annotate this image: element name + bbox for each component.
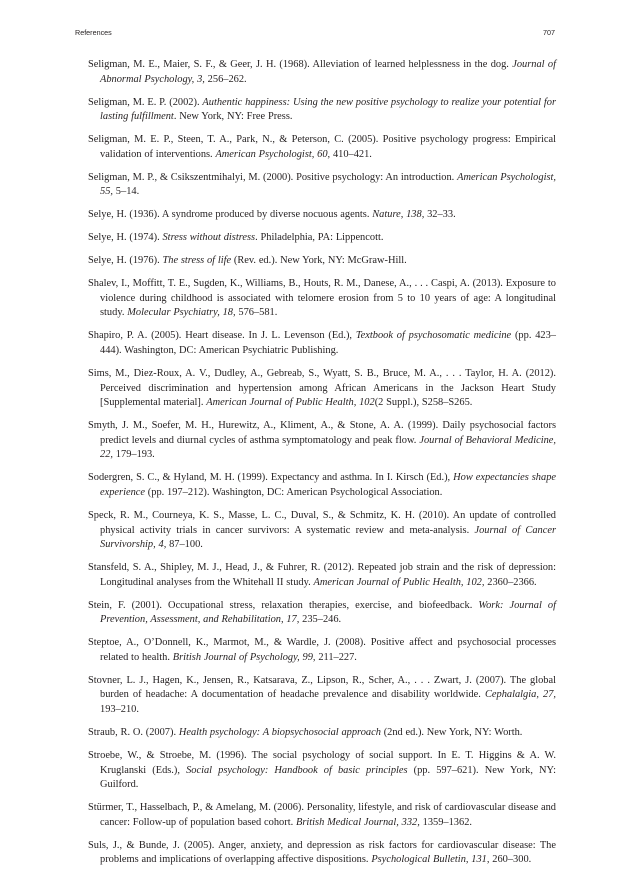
reference-text: (2nd ed.). New York, NY: Worth. [380,727,523,739]
reference-text: 235–246. [299,614,342,626]
reference-text: 211–227. [315,651,357,663]
reference-text: 32–33. [424,209,456,221]
running-head [75,27,555,39]
reference-text: Steptoe, A., O’Donnell, K., Marmot, M., & Wardle, J. (2008). Positive affect and psychosocial processes related to health. [88,637,556,663]
reference-entry [88,801,556,830]
reference-source: Journal of Abnormal Psychology, 3, [100,59,556,85]
reference-text: 576–581. [235,307,278,319]
reference-entry [88,509,556,553]
reference-source: Textbook of psychosomatic medicine [355,330,512,342]
reference-text: 87–100. [166,539,203,551]
reference-text: Stroebe, W., & Stroebe, M. (1996). The social psychology of social support. In E. T. Higgins & A. W. Kruglanski (Eds.), [88,750,556,776]
reference-entry [88,561,556,590]
reference-source: Journal of Behavioral Medicine, 22, [100,434,556,461]
reference-entry [88,58,556,87]
reference-entry [88,674,556,718]
reference-text: 5–14. [113,186,140,198]
reference-source: Work: Journal of Prevention, Assessment, and Rehabilitation, 17, [100,599,556,626]
reference-source: How expectancies shape experience [100,472,556,498]
reference-text: Seligman, M. E. P. (2002). [88,96,203,108]
reference-text: 193–210. [100,704,139,716]
reference-list [88,58,556,876]
reference-text: (pp. 197–212). Washington, DC: American Psychological Association. [145,486,443,498]
page-number: 707 [543,28,555,37]
reference-text: Seligman, M. P., & Csikszentmihalyi, M. (2000). Positive psychology: An introduction. [88,171,458,183]
reference-text: Shalev, I., Moffitt, T. E., Sugden, K., Williams, B., Houts, R. M., Danese, A., . . . Caspi, A. (2013). Exposure to violence during childhood is associated with telomere erosion from 5 to 10 years of age: A longitudinal study. [88,278,556,319]
reference-entry [88,208,556,223]
reference-entry [88,471,556,500]
reference-text: Smyth, J. M., Soefer, M. H., Hurewitz, A., Kliment, A., & Stone, A. A. (1999). Daily psychosocial factors predict levels and diurnal cycles of asthma symptomatology and peak flow. [88,420,556,446]
reference-text: . New York, NY: Free Press. [173,111,293,123]
reference-source: Cephalalgia, 27, [484,689,556,701]
section-title: References [75,28,112,37]
reference-entry [88,133,556,162]
reference-text: Suls, J., & Bunde, J. (2005). Anger, anxiety, and depression as risk factors for cardiovascular disease: The problems and implications of overlapping affective dispositions. [88,839,556,866]
reference-entry [88,96,556,125]
reference-entry [88,277,556,321]
reference-entry [88,726,556,741]
reference-text: Stovner, L. J., Hagen, K., Jensen, R., Katsarava, Z., Lipson, R., Scher, A., . . . Zwart, J. (2007). The global burden of headache: A documentation of headache prevalence and disability worldwide. [88,674,556,701]
reference-text: 256–262. [204,73,247,85]
reference-source: Nature, 138, [372,209,425,221]
reference-text: (pp. 597–621). New York, NY: Guilford. [100,764,556,791]
reference-text: 410–421. [330,148,372,160]
reference-entry [88,599,556,628]
reference-source: British Medical Journal, 332, [295,816,420,828]
reference-source: American Psychologist, 60, [215,148,331,160]
reference-source: The stress of life [162,255,232,267]
reference-entry [88,231,556,246]
reference-text: 260–300. [489,854,532,866]
reference-entry [88,171,556,200]
reference-source: Journal of Cancer Survivorship, 4, [100,524,556,551]
reference-source: Stress without distress [162,232,256,244]
reference-source: Health psychology: A biopsychosocial approach [178,727,381,739]
reference-text: Seligman, M. E., Maier, S. F., & Geer, J. H. (1968). Alleviation of learned helplessness in the dog. [88,59,513,70]
reference-source: Molecular Psychiatry, 18, [127,307,236,319]
reference-text: 179–193. [113,449,155,461]
reference-source: Social psychology: Handbook of basic principles [186,764,408,776]
reference-text: Selye, H. (1936). A syndrome produced by diverse nocuous agents. [88,209,373,221]
reference-entry [88,419,556,463]
reference-text: Shapiro, P. A. (2005). Heart disease. In J. L. Levenson (Ed.), [88,330,356,342]
reference-entry [88,329,556,358]
reference-source: American Psychologist, 55, [100,171,556,198]
reference-text: (Rev. ed.). New York, NY: McGraw-Hill. [231,255,407,267]
reference-source: British Journal of Psychology, 99, [172,651,316,663]
reference-entry [88,367,556,411]
reference-text: . Philadelphia, PA: Lippencott. [255,232,384,244]
reference-text: Speck, R. M., Courneya, K. S., Masse, L. C., Duval, S., & Schmitz, K. H. (2010). An update of controlled physical activity trials in cancer survivors: A systematic review and meta-analysis. [88,509,556,536]
reference-text: Selye, H. (1974). [88,232,163,244]
reference-text: 1359–1362. [419,816,472,828]
reference-source: Psychological Bulletin, 131, [371,854,490,866]
reference-text: (pp. 423–444). Washington, DC: American Psychiatric Publishing. [100,330,557,357]
reference-entry [88,636,556,665]
reference-entry [88,749,556,793]
reference-text: Stansfeld, S. A., Shipley, M. J., Head, J., & Fuhrer, R. (2012). Repeated job strain and the risk of depression: Longitudinal analyses from the Whitehall II study. [88,562,556,588]
reference-text: Seligman, M. E. P., Steen, T. A., Park, N., & Peterson, C. (2005). Positive psychology progress: Empirical validation of interventions. [88,134,556,160]
reference-text: Selye, H. (1976). [88,255,163,267]
reference-text: Stürmer, T., Hasselbach, P., & Amelang, M. (2006). Personality, lifestyle, and risk of cardiovascular disease and cancer: Follow-up of population based cohort. [88,802,556,828]
reference-entry [88,254,556,269]
reference-text: Sodergren, S. C., & Hyland, M. H. (1999). Expectancy and asthma. In I. Kirsch (Ed.), [88,472,454,484]
reference-text: Sims, M., Diez-Roux, A. V., Dudley, A., Gebreab, S., Wyatt, S. B., Bruce, M. A., . . . Taylor, H. A. (2012). Perceived discrimination and hypertension among African Americans in the Jackson Heart Study [Supplemental material]. [88,368,556,409]
reference-entry [88,839,556,868]
reference-source: American Journal of Public Health, 102 [206,397,375,409]
reference-source: American Journal of Public Health, 102, [313,576,485,588]
reference-text: Stein, F. (2001). Occupational stress, relaxation therapies, exercise, and biofeedback. [88,599,479,611]
reference-text: Straub, R. O. (2007). [88,727,179,739]
reference-text: 2360–2366. [484,576,537,588]
reference-text: (2 Suppl.), S258–S265. [374,397,473,409]
reference-source: Authentic happiness: Using the new positive psychology to realize your potential for lasting fulfillment [100,96,556,123]
